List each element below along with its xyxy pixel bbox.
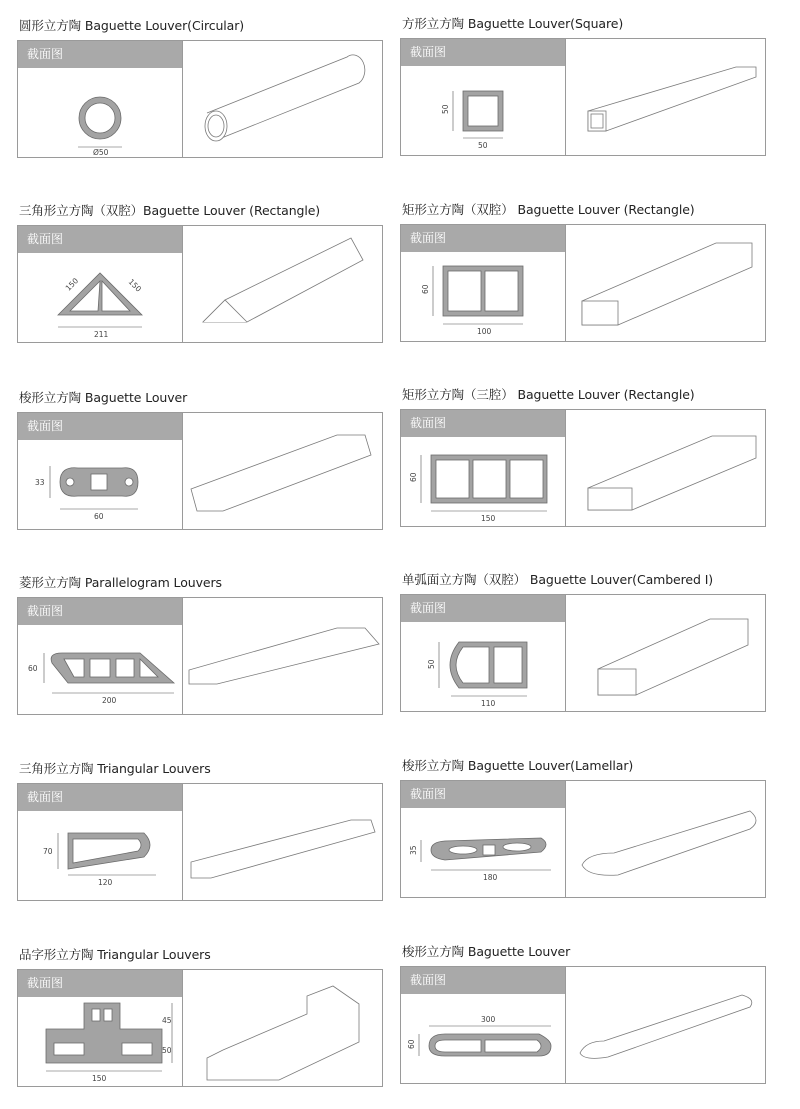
product-panel	[17, 597, 383, 715]
item-title: 矩形立方陶（双腔） Baguette Louver (Rectangle)	[402, 202, 695, 217]
cross-section-drawing	[18, 440, 182, 529]
3d-view-drawing	[566, 39, 765, 155]
product-panel	[400, 224, 766, 342]
item-title: 矩形立方陶（三腔） Baguette Louver (Rectangle)	[402, 387, 695, 402]
item-title: 圆形立方陶 Baguette Louver(Circular)	[19, 18, 245, 33]
cross-section-drawing	[18, 253, 182, 342]
dim-label: 33	[35, 478, 45, 487]
cross-section-drawing	[401, 252, 565, 341]
dim-label: 60	[28, 664, 38, 673]
dim-label: 60	[407, 1039, 416, 1049]
section-label: 截面图	[401, 39, 565, 66]
cross-section-drawing	[401, 66, 565, 155]
section-label: 截面图	[401, 967, 565, 994]
cross-section-drawing	[18, 625, 182, 714]
dim-label: 150	[126, 277, 144, 294]
product-panel	[17, 783, 383, 901]
product-panel	[400, 966, 766, 1084]
product-panel	[400, 780, 766, 898]
dim-label: 110	[481, 699, 496, 708]
section-label: 截面图	[18, 784, 182, 811]
dim-label: 50	[162, 1046, 172, 1055]
3d-view-drawing	[566, 781, 765, 897]
product-panel	[17, 40, 383, 158]
dim-label: 120	[98, 878, 113, 887]
3d-view-drawing	[183, 598, 382, 714]
section-label: 截面图	[18, 41, 182, 68]
cross-section-drawing	[18, 811, 182, 900]
dim-label: 60	[94, 512, 104, 521]
dim-label: 150	[481, 514, 496, 523]
cross-section-drawing	[401, 994, 565, 1083]
section-label: 截面图	[401, 410, 565, 437]
3d-view-drawing	[566, 410, 765, 526]
section-label: 截面图	[18, 413, 182, 440]
dim-label: 100	[477, 327, 492, 336]
dim-label: 35	[409, 845, 418, 855]
3d-view-drawing	[566, 225, 765, 341]
3d-view-drawing	[566, 595, 765, 711]
3d-view-drawing	[183, 970, 382, 1086]
dim-label: Ø50	[93, 148, 109, 157]
section-label: 截面图	[401, 595, 565, 622]
dim-label: 50	[441, 104, 450, 114]
section-label: 截面图	[18, 970, 182, 997]
3d-view-drawing	[183, 413, 382, 529]
cross-section-drawing	[18, 997, 182, 1086]
section-label: 截面图	[18, 226, 182, 253]
section-label: 截面图	[401, 225, 565, 252]
dim-label: 60	[409, 472, 418, 482]
3d-view-drawing	[183, 784, 382, 900]
item-title: 梭形立方陶 Baguette Louver(Lamellar)	[402, 758, 634, 773]
3d-view-drawing	[183, 226, 382, 342]
cross-section-drawing	[401, 808, 565, 897]
3d-view-drawing	[183, 41, 382, 157]
dim-label: 180	[483, 873, 498, 882]
item-title: 梭形立方陶 Baguette Louver	[19, 390, 188, 405]
dim-label: 70	[43, 847, 53, 856]
item-title: 梭形立方陶 Baguette Louver	[402, 944, 571, 959]
section-label: 截面图	[18, 598, 182, 625]
item-title: 三角形立方陶 Triangular Louvers	[19, 761, 211, 776]
product-panel	[400, 38, 766, 156]
product-panel	[17, 969, 383, 1087]
3d-view-drawing	[566, 967, 765, 1083]
dim-label: 45	[162, 1016, 172, 1025]
dim-label: 300	[481, 1015, 496, 1024]
dim-label: 200	[102, 696, 117, 705]
product-panel	[400, 594, 766, 712]
cross-section-drawing	[401, 437, 565, 526]
item-title: 方形立方陶 Baguette Louver(Square)	[402, 16, 624, 31]
section-label: 截面图	[401, 781, 565, 808]
dim-label: 150	[92, 1074, 107, 1083]
dim-label: 50	[427, 659, 436, 669]
product-panel	[17, 225, 383, 343]
item-title: 三角形立方陶（双腔）Baguette Louver (Rectangle)	[19, 203, 321, 218]
dim-label: 60	[421, 284, 430, 294]
dim-label: 50	[478, 141, 488, 150]
dim-label: 211	[94, 330, 109, 339]
item-title: 品字形立方陶 Triangular Louvers	[19, 947, 211, 962]
product-panel	[17, 412, 383, 530]
product-panel	[400, 409, 766, 527]
cross-section-drawing	[401, 622, 565, 711]
cross-section-drawing	[18, 68, 182, 157]
dim-label: 150	[63, 276, 81, 293]
item-title: 单弧面立方陶（双腔） Baguette Louver(Cambered Ⅰ)	[402, 572, 714, 587]
item-title: 菱形立方陶 Parallelogram Louvers	[19, 575, 222, 590]
